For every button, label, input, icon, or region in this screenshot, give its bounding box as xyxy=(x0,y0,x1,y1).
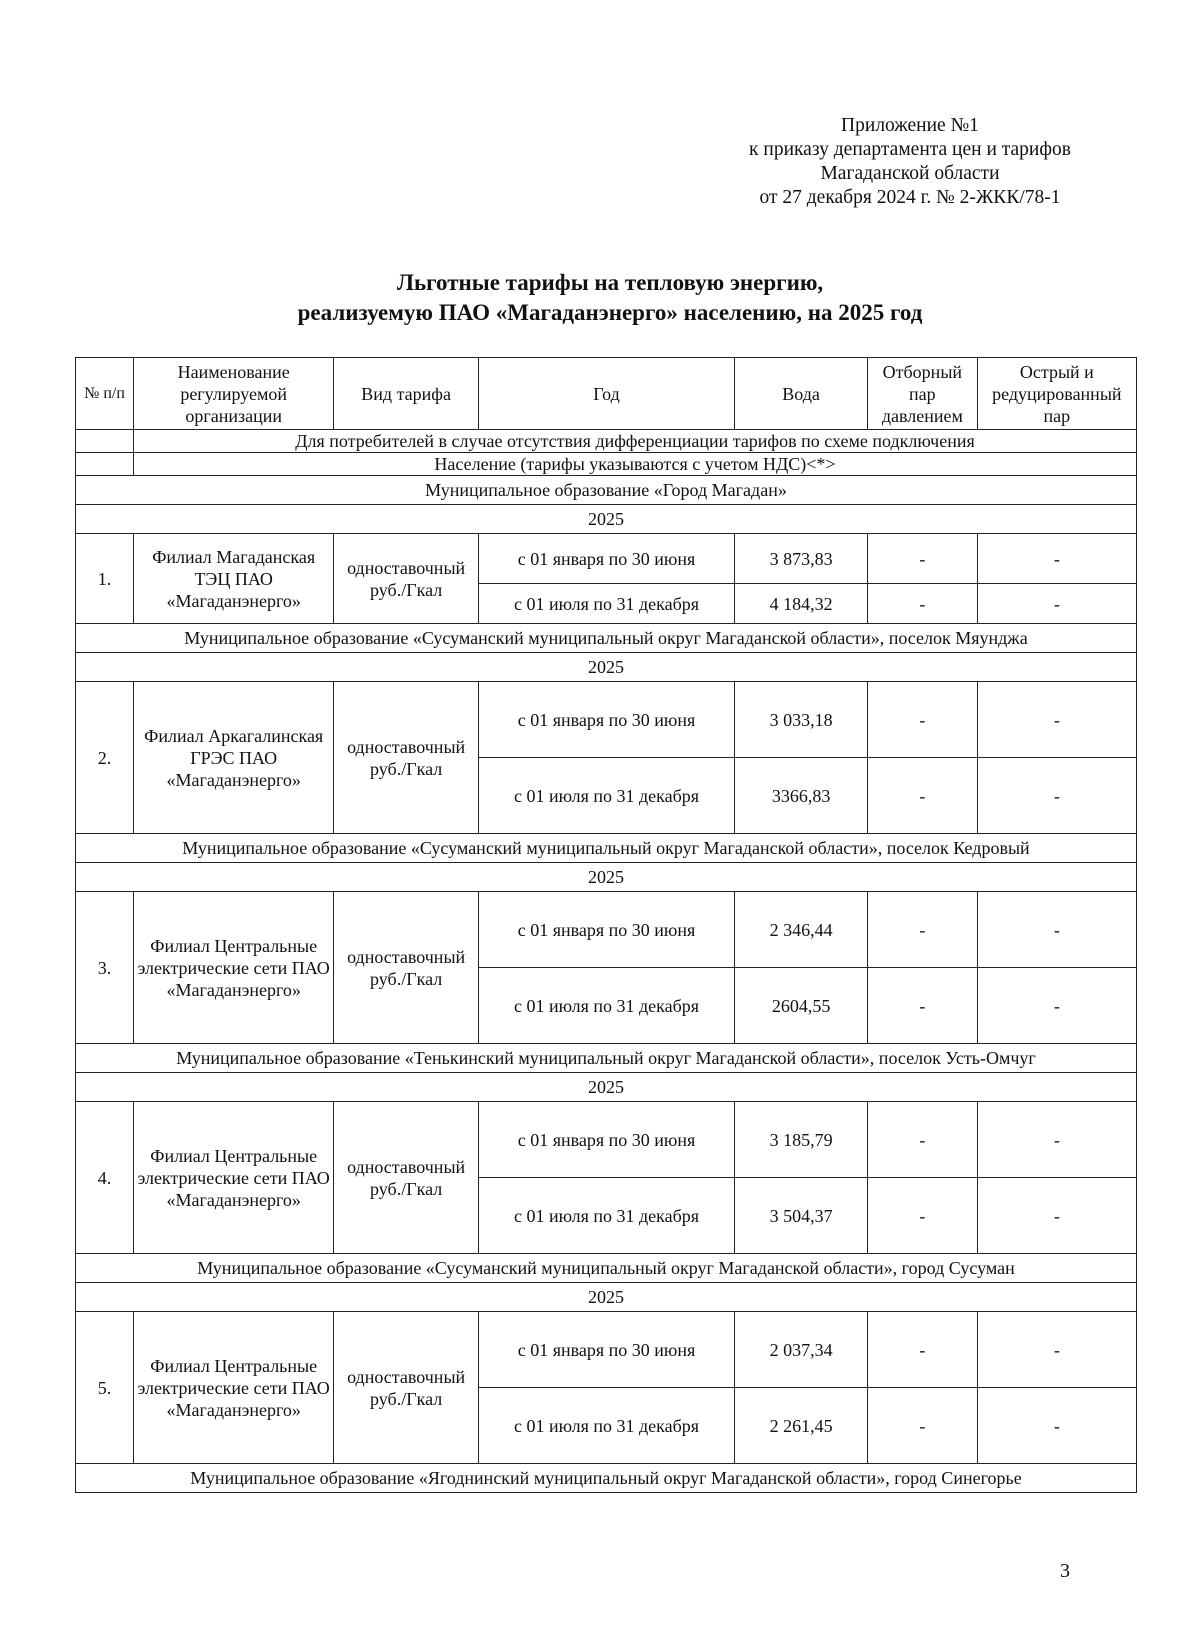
municipality-row xyxy=(76,1254,1137,1283)
header-num: № п/п xyxy=(76,358,134,430)
year-row xyxy=(76,653,1137,682)
municipality-row xyxy=(76,834,1137,863)
table-row xyxy=(76,1312,1137,1388)
water-tariff: 2 037,34 xyxy=(735,1312,868,1388)
water-tariff: 3 873,83 xyxy=(735,534,868,584)
period: с 01 января по 30 июня xyxy=(478,892,734,968)
header-org: Наименование регулируемой организации xyxy=(134,358,334,430)
municipality-name: Муниципальное образование «Ягоднинский муниципальный округ Магаданской области», город Синегорье xyxy=(76,1464,1137,1493)
period: с 01 июля по 31 декабря xyxy=(478,968,734,1044)
sharp-steam-tariff: - xyxy=(977,584,1136,624)
title-line-2: реализуемую ПАО «Магаданэнерго» населению, на 2025 год xyxy=(297,300,923,325)
steam-tariff: - xyxy=(868,1312,978,1388)
sharp-steam-tariff: - xyxy=(977,1178,1136,1254)
row-number: 4. xyxy=(76,1102,134,1254)
year-label: 2025 xyxy=(76,505,1137,534)
water-tariff: 2604,55 xyxy=(735,968,868,1044)
municipality-name: Муниципальное образование «Сусуманский муниципальный округ Магаданской области», поселок Кедровый xyxy=(76,834,1137,863)
blank-cell xyxy=(76,453,134,476)
period: с 01 января по 30 июня xyxy=(478,1102,734,1178)
steam-tariff: - xyxy=(868,1102,978,1178)
section-note: Для потребителей в случае отсутствия дифференциации тарифов по схеме подключения xyxy=(134,430,1137,453)
steam-tariff: - xyxy=(868,758,978,834)
appendix-line-1: Приложение №1 xyxy=(841,115,979,136)
tariff-type: одноставочный руб./Гкал xyxy=(334,682,478,834)
period: с 01 января по 30 июня xyxy=(478,1312,734,1388)
water-tariff: 3 504,37 xyxy=(735,1178,868,1254)
sharp-steam-tariff: - xyxy=(977,892,1136,968)
period: с 01 июля по 31 декабря xyxy=(478,758,734,834)
water-tariff: 2 346,44 xyxy=(735,892,868,968)
tariff-type: одноставочный руб./Гкал xyxy=(334,1312,478,1464)
blank-cell xyxy=(76,430,134,453)
steam-tariff: - xyxy=(868,1178,978,1254)
appendix-line-2: к приказу департамента цен и тарифов xyxy=(749,139,1071,160)
steam-tariff: - xyxy=(868,682,978,758)
population-note-row xyxy=(76,453,1137,476)
tariff-type: одноставочный руб./Гкал xyxy=(334,1102,478,1254)
table-row xyxy=(76,892,1137,968)
steam-tariff: - xyxy=(868,1388,978,1464)
header-tariff-type: Вид тарифа xyxy=(334,358,478,430)
page-number: 3 xyxy=(1060,1560,1070,1582)
municipality-row xyxy=(76,1044,1137,1073)
year-row xyxy=(76,505,1137,534)
municipality-row xyxy=(76,624,1137,653)
municipality-name: Муниципальное образование «Тенькинский муниципальный округ Магаданской области», поселок Усть-Омчуг xyxy=(76,1044,1137,1073)
organization-name: Филиал Аркагалинская ГРЭС ПАО «Магаданэнерго» xyxy=(134,682,334,834)
header-year: Год xyxy=(478,358,734,430)
steam-tariff: - xyxy=(868,968,978,1044)
appendix-header xyxy=(700,114,1120,210)
water-tariff: 2 261,45 xyxy=(735,1388,868,1464)
steam-tariff: - xyxy=(868,892,978,968)
municipality-name: Муниципальное образование «Сусуманский муниципальный округ Магаданской области», поселок Мяунджа xyxy=(76,624,1137,653)
population-note: Население (тарифы указываются с учетом НДС)<*> xyxy=(134,453,1137,476)
municipality-name: Муниципальное образование «Сусуманский муниципальный округ Магаданской области», город Сусуман xyxy=(76,1254,1137,1283)
sharp-steam-tariff: - xyxy=(977,1388,1136,1464)
period: с 01 января по 30 июня xyxy=(478,682,734,758)
water-tariff: 3 185,79 xyxy=(735,1102,868,1178)
sharp-steam-tariff: - xyxy=(977,1102,1136,1178)
table-row xyxy=(76,1102,1137,1178)
table-row xyxy=(76,534,1137,584)
tariff-type: одноставочный руб./Гкал xyxy=(334,892,478,1044)
sharp-steam-tariff: - xyxy=(977,682,1136,758)
year-row xyxy=(76,1283,1137,1312)
table-row xyxy=(76,682,1137,758)
appendix-line-4: от 27 декабря 2024 г. № 2-ЖКК/78-1 xyxy=(759,187,1061,208)
water-tariff: 4 184,32 xyxy=(735,584,868,624)
period: с 01 июля по 31 декабря xyxy=(478,1388,734,1464)
municipality-row xyxy=(76,476,1137,505)
title-line-1: Льготные тарифы на тепловую энергию, xyxy=(396,270,824,295)
year-label: 2025 xyxy=(76,1073,1137,1102)
row-number: 2. xyxy=(76,682,134,834)
municipality-row xyxy=(76,1464,1137,1493)
steam-tariff: - xyxy=(868,584,978,624)
water-tariff: 3 033,18 xyxy=(735,682,868,758)
steam-tariff: - xyxy=(868,534,978,584)
water-tariff: 3366,83 xyxy=(735,758,868,834)
sharp-steam-tariff: - xyxy=(977,758,1136,834)
header-sharp-steam: Острый и редуцированный пар xyxy=(977,358,1136,430)
sharp-steam-tariff: - xyxy=(977,534,1136,584)
organization-name: Филиал Магаданская ТЭЦ ПАО «Магаданэнерго» xyxy=(134,534,334,624)
header-water: Вода xyxy=(735,358,868,430)
period: с 01 июля по 31 декабря xyxy=(478,1178,734,1254)
year-label: 2025 xyxy=(76,863,1137,892)
header-steam: Отборный пар давлением xyxy=(868,358,978,430)
year-row xyxy=(76,1073,1137,1102)
sharp-steam-tariff: - xyxy=(977,1312,1136,1388)
municipality-name: Муниципальное образование «Город Магадан» xyxy=(76,476,1137,505)
period: с 01 июля по 31 декабря xyxy=(478,584,734,624)
sharp-steam-tariff: - xyxy=(977,968,1136,1044)
row-number: 1. xyxy=(76,534,134,624)
year-label: 2025 xyxy=(76,653,1137,682)
header-row xyxy=(76,358,1137,430)
organization-name: Филиал Центральные электрические сети ПАО «Магаданэнерго» xyxy=(134,892,334,1044)
row-number: 3. xyxy=(76,892,134,1044)
organization-name: Филиал Центральные электрические сети ПАО «Магаданэнерго» xyxy=(134,1312,334,1464)
section-note-row xyxy=(76,430,1137,453)
year-label: 2025 xyxy=(76,1283,1137,1312)
year-row xyxy=(76,863,1137,892)
document-title xyxy=(75,268,1145,328)
tariff-table xyxy=(75,357,1137,1493)
organization-name: Филиал Центральные электрические сети ПАО «Магаданэнерго» xyxy=(134,1102,334,1254)
appendix-line-3: Магаданской области xyxy=(820,163,1000,184)
tariff-type: одноставочный руб./Гкал xyxy=(334,534,478,624)
row-number: 5. xyxy=(76,1312,134,1464)
period: с 01 января по 30 июня xyxy=(478,534,734,584)
